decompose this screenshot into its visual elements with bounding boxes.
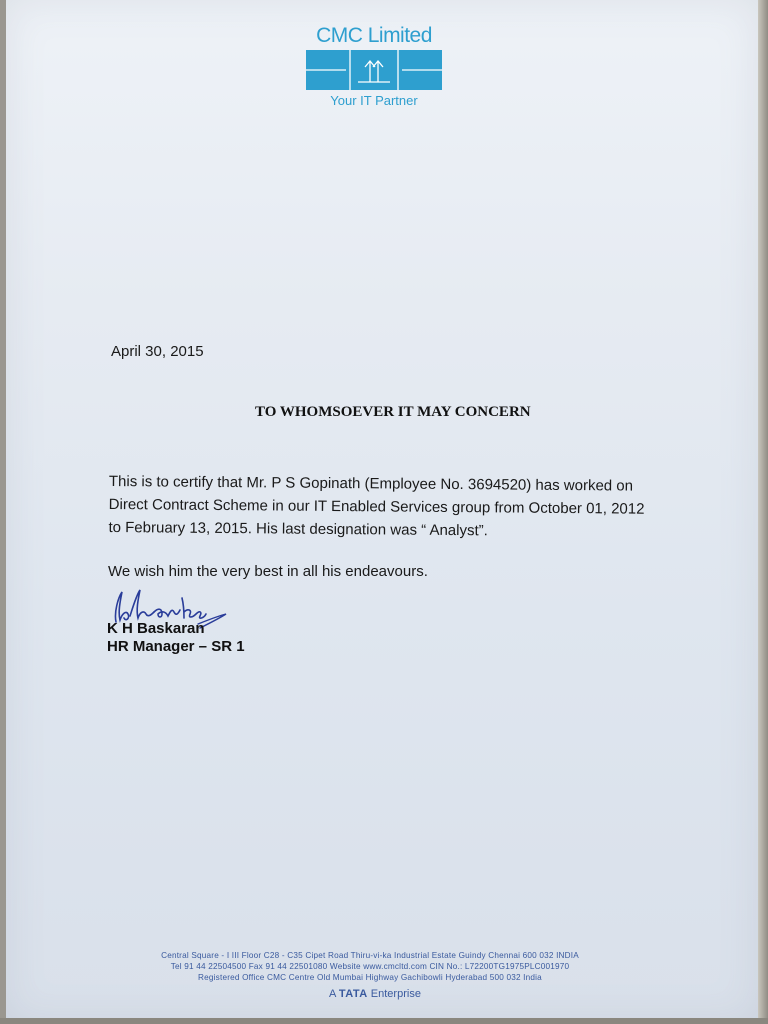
tata-prefix: A — [329, 988, 336, 1000]
page-edge-shadow — [758, 0, 768, 1024]
letterhead-footer — [120, 950, 620, 983]
letter-date: April 30, 2015 — [111, 343, 204, 360]
footer-address-line: Central Square - I III Floor C28 - C35 Cipet Road Thiru-vi-ka Industrial Estate Guindy Chennai 600 032 INDIA — [161, 951, 579, 960]
footer-registered-office-line: Registered Office CMC Centre Old Mumbai Highway Gachibowli Hyderabad 500 032 India — [198, 973, 542, 982]
tata-brand: TATA — [338, 988, 368, 1000]
letter-body — [108, 470, 669, 544]
company-name: CMC Limited — [316, 24, 432, 47]
closing-line: We wish him the very best in all his endeavours. — [108, 563, 428, 580]
company-tagline: Your IT Partner — [330, 93, 418, 108]
body-line: to February 13, 2015. His last designation was “ Analyst”. — [108, 518, 488, 540]
page-bottom-edge — [0, 1018, 768, 1024]
tata-suffix: Enterprise — [370, 988, 421, 1000]
footer-contact-line: Tel 91 44 22504500 Fax 91 44 22501080 Website www.cmcltd.com CIN No.: L72200TG1975PLC001970 — [170, 962, 570, 971]
body-line: Direct Contract Scheme in our IT Enabled Services group from October 01, 2012 — [108, 495, 645, 518]
signatory-name: K H Baskaran — [107, 620, 205, 637]
body-line: This is to certify that Mr. P S Gopinath (Employee No. 3694520) has worked on — [108, 472, 634, 495]
logo-arrows-icon — [306, 50, 442, 90]
tata-enterprise-mark — [300, 988, 450, 1000]
signatory-title: HR Manager – SR 1 — [107, 638, 245, 655]
company-logo — [300, 24, 448, 108]
letter-subject: TO WHOMSOEVER IT MAY CONCERN — [255, 404, 531, 420]
logo-emblem — [306, 50, 442, 90]
